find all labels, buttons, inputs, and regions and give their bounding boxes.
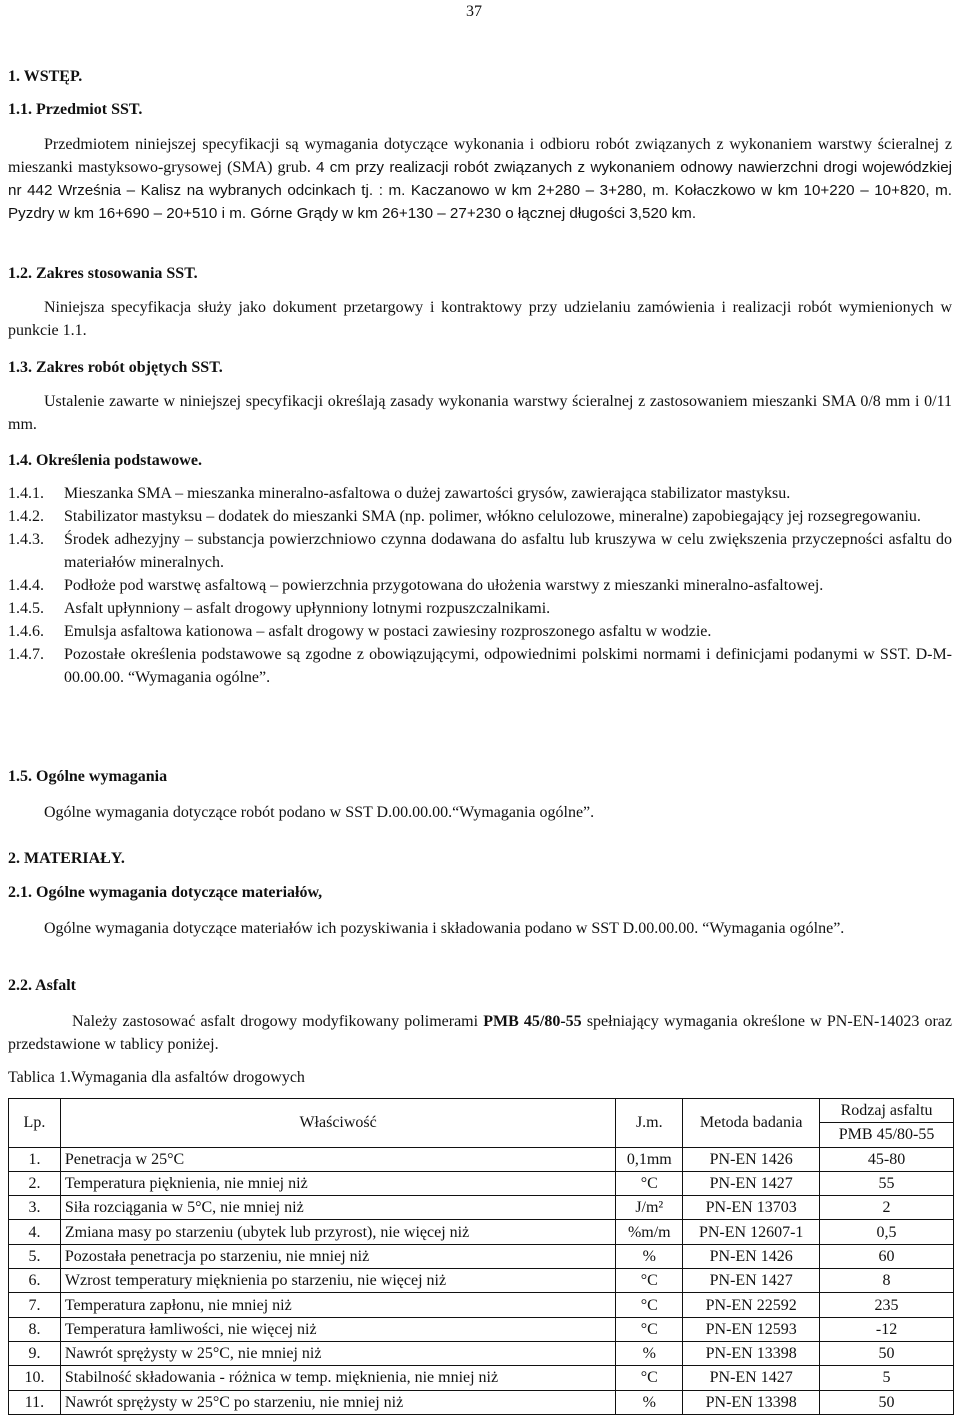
definition-number: 1.4.2. (8, 508, 44, 525)
cell-value: 50 (820, 1341, 954, 1365)
definition-item (8, 528, 952, 574)
section-1-1-text (8, 133, 952, 225)
cell-method: PN-EN 1427 (683, 1366, 820, 1390)
header-property: Właściwość (60, 1099, 615, 1148)
cell-lp: 2. (9, 1171, 61, 1195)
table-row (9, 1390, 954, 1414)
cell-value: 5 (820, 1366, 954, 1390)
cell-lp: 3. (9, 1196, 61, 1220)
cell-property: Stabilność składowania - różnica w temp. mięknienia, nie mniej niż (60, 1366, 615, 1390)
cell-method: PN-EN 1426 (683, 1147, 820, 1171)
section-1-2-text: Niniejsza specyfikacja służy jako dokument przetargowy i kontraktowy przy udzielaniu zamówienia i realizacji robót wymienionych w punkcie 1.1. (8, 299, 952, 339)
table-header-row (9, 1099, 954, 1123)
cell-value: 60 (820, 1244, 954, 1268)
cell-lp: 1. (9, 1147, 61, 1171)
cell-method: PN-EN 12607-1 (683, 1220, 820, 1244)
section-2-title: 2. MATERIAŁY. (8, 850, 125, 867)
cell-property: Temperatura łamliwości, nie więcej niż (60, 1317, 615, 1341)
section-1-1-text-part2: 4 cm przy realizacji robót związanych z wykonaniem odnowy nawierzchni drogi wojewódzkiej nr 442 Września – Kalisz na wybranych odcinkach tj. : m. Kaczanowo w km 2+280 – 3+280, m. Kołaczkowo w km 10+220 – 10+820, m. Pyzdry w km 16+690 – 20+510 i m. Górne Grądy w km 26+130 – 27+230 o łącznej długości 3,520 km. (8, 159, 953, 222)
table-caption: Tablica 1.Wymagania dla asfaltów drogowych (8, 1069, 305, 1086)
definition-number: 1.4.7. (8, 646, 44, 663)
cell-property: Zmiana masy po starzeniu (ubytek lub przyrost), nie więcej niż (60, 1220, 615, 1244)
definition-number: 1.4.5. (8, 600, 44, 617)
definition-number: 1.4.4. (8, 577, 44, 594)
section-1-5-text: Ogólne wymagania dotyczące robót podano w SST D.00.00.00.“Wymagania ogólne”. (44, 804, 595, 821)
definition-text: Podłoże pod warstwę asfaltową – powierzchnia przygotowana do ułożenia warstwy z mieszanki mineralno-asfaltowej. (64, 577, 824, 594)
cell-value: 0,5 (820, 1220, 954, 1244)
cell-unit: °C (616, 1366, 683, 1390)
section-2-2-text (8, 1010, 952, 1056)
table-row (9, 1147, 954, 1171)
table-row (9, 1171, 954, 1195)
page-number: 37 (466, 3, 482, 20)
cell-lp: 5. (9, 1244, 61, 1268)
cell-method: PN-EN 1426 (683, 1244, 820, 1268)
cell-lp: 11. (9, 1390, 61, 1414)
cell-method: PN-EN 22592 (683, 1293, 820, 1317)
cell-unit: % (616, 1341, 683, 1365)
cell-unit: % (616, 1244, 683, 1268)
cell-unit: %m/m (616, 1220, 683, 1244)
cell-value: 2 (820, 1196, 954, 1220)
cell-property: Nawrót sprężysty w 25°C po starzeniu, nie mniej niż (60, 1390, 615, 1414)
cell-property: Pozostała penetracja po starzeniu, nie mniej niż (60, 1244, 615, 1268)
cell-property: Temperatura zapłonu, nie mniej niż (60, 1293, 615, 1317)
cell-value: 8 (820, 1269, 954, 1293)
cell-property: Wzrost temperatury mięknienia po starzeniu, nie więcej niż (60, 1269, 615, 1293)
cell-lp: 7. (9, 1293, 61, 1317)
table-row (9, 1269, 954, 1293)
section-1-4-title: 1.4. Określenia podstawowe. (8, 452, 202, 469)
table-row (9, 1244, 954, 1268)
definition-text: Środek adhezyjny – substancja powierzchniowo czynna dodawana do asfaltu lub kruszywa w celu zwiększenia przyczepności asfaltu do materiałów mineralnych. (64, 531, 952, 571)
cell-method: PN-EN 12593 (683, 1317, 820, 1341)
header-method: Metoda badania (683, 1099, 820, 1148)
section-1-1-title: 1.1. Przedmiot SST. (8, 101, 143, 118)
cell-method: PN-EN 13398 (683, 1341, 820, 1365)
header-lp: Lp. (9, 1099, 61, 1148)
cell-property: Siła rozciągania w 5°C, nie mniej niż (60, 1196, 615, 1220)
table-row (9, 1196, 954, 1220)
header-asphalt-grade: PMB 45/80-55 (820, 1123, 954, 1147)
cell-unit: °C (616, 1317, 683, 1341)
definition-item (8, 643, 952, 689)
cell-value: 55 (820, 1171, 954, 1195)
cell-lp: 8. (9, 1317, 61, 1341)
cell-method: PN-EN 13703 (683, 1196, 820, 1220)
definition-number: 1.4.6. (8, 623, 44, 640)
definition-text: Pozostałe określenia podstawowe są zgodne z obowiązującymi, odpowiednimi polskimi normami i definicjami podanymi w SST. D-M-00.00.00. “Wymagania ogólne”. (64, 646, 952, 686)
definitions-list (8, 482, 952, 689)
definition-item (8, 505, 952, 528)
definition-text: Asfalt upłynniony – asfalt drogowy upłynniony lotnymi rozpuszczalnikami. (64, 600, 551, 617)
definition-text: Stabilizator mastyksu – dodatek do mieszanki SMA (np. polimer, włókno celulozowe, mineralne) zapobiegający jej rozsegregowaniu. (64, 508, 921, 525)
definition-text: Mieszanka SMA – mieszanka mineralno-asfaltowa o dużej zawartości grysów, zawierająca stabilizator mastyksu. (64, 485, 791, 502)
definition-number: 1.4.3. (8, 531, 44, 548)
section-1-title: 1. WSTĘP. (8, 68, 83, 85)
cell-lp: 10. (9, 1366, 61, 1390)
cell-unit: % (616, 1390, 683, 1414)
cell-method: PN-EN 1427 (683, 1269, 820, 1293)
cell-lp: 4. (9, 1220, 61, 1244)
section-1-3-title: 1.3. Zakres robót objętych SST. (8, 359, 223, 376)
definition-item (8, 482, 952, 505)
table-row (9, 1317, 954, 1341)
cell-value: 235 (820, 1293, 954, 1317)
table-row (9, 1366, 954, 1390)
cell-property: Nawrót sprężysty w 25°C, nie mniej niż (60, 1341, 615, 1365)
definition-item (8, 597, 952, 620)
definition-item (8, 574, 952, 597)
cell-value: -12 (820, 1317, 954, 1341)
table-row (9, 1220, 954, 1244)
definition-number: 1.4.1. (8, 485, 44, 502)
table-row (9, 1293, 954, 1317)
asphalt-grade: PMB 45/80-55 (483, 1013, 582, 1030)
cell-unit: J/m² (616, 1196, 683, 1220)
cell-property: Temperatura pięknienia, nie mniej niż (60, 1171, 615, 1195)
cell-value: 45-80 (820, 1147, 954, 1171)
cell-unit: °C (616, 1269, 683, 1293)
section-1-2-title: 1.2. Zakres stosowania SST. (8, 265, 198, 282)
section-1-3-text: Ustalenie zawarte w niniejszej specyfikacji określają zasady wykonania warstwy ścieralnej z zastosowaniem mieszanki SMA 0/8 mm i 0/11 mm. (8, 393, 952, 433)
cell-method: PN-EN 13398 (683, 1390, 820, 1414)
table-row (9, 1341, 954, 1365)
cell-unit: 0,1mm (616, 1147, 683, 1171)
header-asphalt-type: Rodzaj asfaltu (820, 1099, 954, 1123)
cell-unit: °C (616, 1293, 683, 1317)
section-2-2-title: 2.2. Asfalt (8, 977, 76, 994)
section-2-1-title: 2.1. Ogólne wymagania dotyczące materiałów, (8, 884, 323, 901)
section-2-2-text-post: spełniający wymagania określone w PN-EN-14023 oraz przedstawione w tablicy poniżej. (8, 1013, 952, 1053)
cell-property: Penetracja w 25°C (60, 1147, 615, 1171)
header-unit: J.m. (616, 1099, 683, 1148)
cell-lp: 9. (9, 1341, 61, 1365)
cell-unit: °C (616, 1171, 683, 1195)
requirements-table (8, 1098, 954, 1415)
definition-text: Emulsja asfaltowa kationowa – asfalt drogowy w postaci zawiesiny rozproszonego asfaltu w wodzie. (64, 623, 712, 640)
section-2-2-text-pre: Należy zastosować asfalt drogowy modyfikowany polimerami (72, 1013, 484, 1030)
section-2-1-text: Ogólne wymagania dotyczące materiałów ich pozyskiwania i składowania podano w SST D.00.00.00. “Wymagania ogólne”. (44, 920, 845, 937)
section-1-5-title: 1.5. Ogólne wymagania (8, 768, 168, 785)
cell-method: PN-EN 1427 (683, 1171, 820, 1195)
section-1-1-text-part1: Przedmiotem niniejszej specyfikacji są wymagania dotyczące wykonania i odbioru robót związanych z wykonaniem warstwy ścieralnej z mieszanki mastyksowo-grysowej (SMA) grub. (8, 136, 952, 176)
cell-value: 50 (820, 1390, 954, 1414)
cell-lp: 6. (9, 1269, 61, 1293)
definition-item (8, 620, 952, 643)
